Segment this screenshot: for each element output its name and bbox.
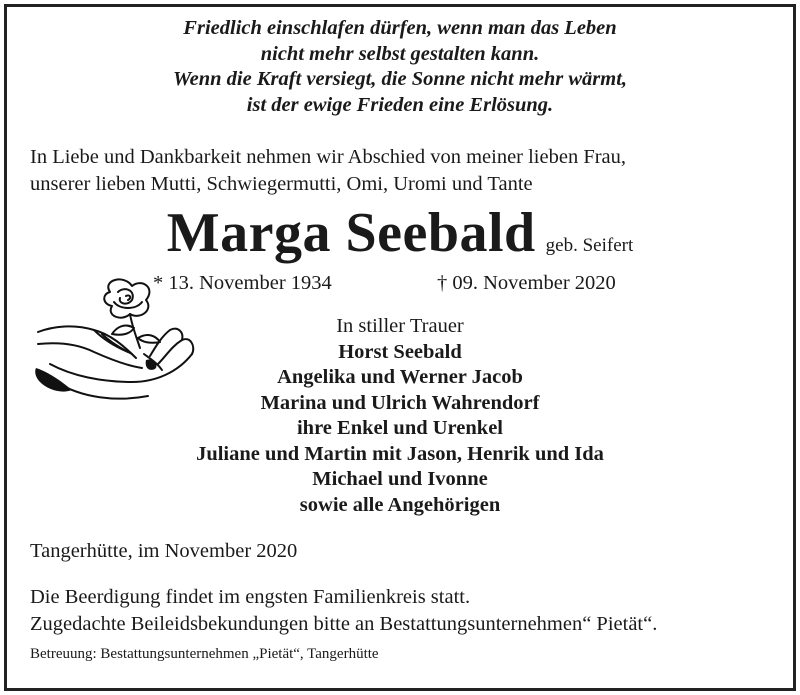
mourner-name: Michael und Ivonne	[312, 468, 488, 490]
intro-text	[30, 144, 626, 198]
mourners-heading: In stiller Trauer	[336, 315, 464, 337]
deceased-name-row	[0, 200, 800, 266]
poem-line: Friedlich einschlafen dürfen, wenn man das Leben	[183, 17, 617, 39]
funeral-line: Die Beerdigung findet im engsten Familienkreis statt.	[30, 586, 471, 608]
poem	[0, 16, 800, 118]
mourner-name: Horst Seebald	[338, 340, 462, 363]
poem-line: nicht mehr selbst gestalten kann.	[260, 42, 540, 65]
poem-line: Wenn die Kraft versiegt, die Sonne nicht mehr wärmt,	[172, 68, 628, 90]
death-date: † 09. November 2020	[437, 272, 616, 294]
birth-date: * 13. November 1934	[153, 272, 332, 294]
mourners-block	[20, 314, 780, 518]
funeral-line: Zugedachte Beileidsbekundungen bitte an Bestattungsunternehmen“ Pietät“.	[30, 613, 658, 635]
mourner-name: ihre Enkel und Urenkel	[296, 417, 503, 439]
deceased-name: Marga Seebald	[166, 202, 536, 264]
care-provider: Betreuung: Bestattungsunternehmen „Pietät“, Tangerhütte	[30, 646, 379, 662]
mourner-name: Marina und Ulrich Wahrendorf	[260, 391, 540, 414]
mourner-name: sowie alle Angehörigen	[299, 493, 501, 516]
birth-name: geb. Seifert	[545, 235, 634, 256]
place-date: Tangerhütte, im November 2020	[30, 540, 298, 562]
mourner-name: Angelika und Werner Jacob	[277, 366, 523, 388]
intro-line: unserer lieben Mutti, Schwiegermutti, Omi, Uromi und Tante	[30, 173, 533, 195]
poem-line: ist der ewige Frieden eine Erlösung.	[246, 93, 554, 116]
intro-line: In Liebe und Dankbarkeit nehmen wir Abschied von meiner lieben Frau,	[30, 146, 627, 168]
funeral-notice	[30, 584, 657, 638]
mourner-name: Juliane und Martin mit Jason, Henrik und Ida	[196, 442, 604, 465]
